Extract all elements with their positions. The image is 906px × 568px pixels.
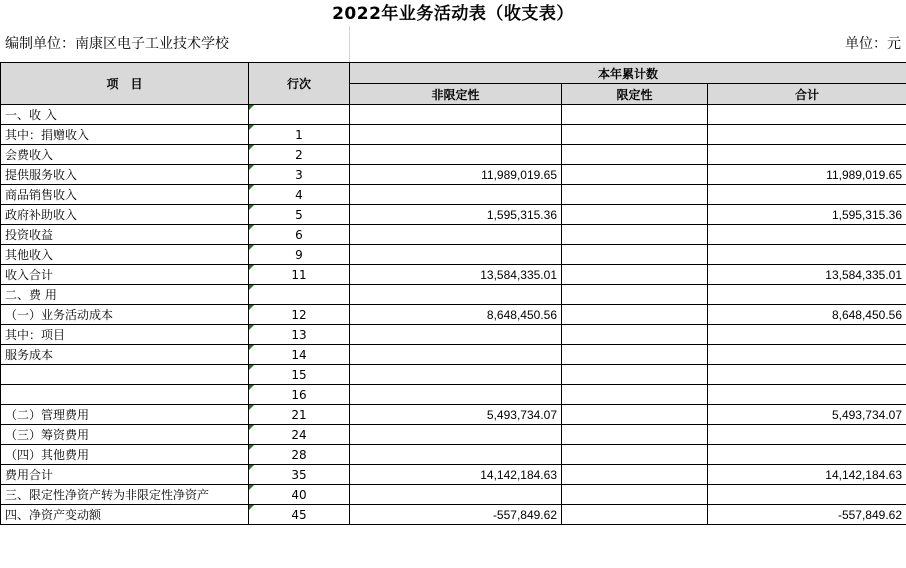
cell-indicator-icon bbox=[249, 305, 254, 310]
restricted-cell[interactable] bbox=[562, 505, 708, 525]
line-number: 45 bbox=[291, 507, 307, 522]
item-cell[interactable]: （一）业务活动成本 bbox=[1, 305, 249, 325]
line-cell[interactable] bbox=[249, 305, 350, 325]
preparing-unit: 编制单位：南康区电子工业技术学校 bbox=[5, 36, 229, 52]
restricted-cell[interactable] bbox=[562, 445, 708, 465]
table-row bbox=[1, 405, 906, 425]
table-row bbox=[1, 105, 906, 125]
line-cell[interactable] bbox=[249, 105, 350, 125]
cell-indicator-icon bbox=[249, 165, 254, 170]
table-row bbox=[1, 365, 906, 385]
item-cell[interactable] bbox=[1, 365, 249, 385]
line-cell[interactable] bbox=[249, 345, 350, 365]
total-cell[interactable] bbox=[708, 485, 906, 505]
line-number: 11 bbox=[291, 267, 307, 282]
cell-indicator-icon bbox=[249, 405, 254, 410]
line-cell[interactable] bbox=[249, 145, 350, 165]
line-number: 24 bbox=[291, 427, 307, 442]
restricted-cell[interactable] bbox=[562, 165, 708, 185]
table-row bbox=[1, 125, 906, 145]
table-row bbox=[1, 185, 906, 205]
table-row bbox=[1, 285, 906, 305]
restricted-cell[interactable] bbox=[562, 145, 708, 165]
line-number: 13 bbox=[291, 327, 307, 342]
table-row bbox=[1, 445, 906, 465]
restricted-cell[interactable] bbox=[562, 105, 708, 125]
line-cell[interactable] bbox=[249, 245, 350, 265]
total-cell[interactable] bbox=[708, 285, 906, 305]
statement-body bbox=[1, 105, 906, 525]
table-row bbox=[1, 245, 906, 265]
line-cell[interactable] bbox=[249, 485, 350, 505]
cell-indicator-icon bbox=[249, 345, 254, 350]
statement-table bbox=[0, 62, 906, 525]
item-cell[interactable]: 会费收入 bbox=[1, 145, 249, 165]
cell-indicator-icon bbox=[249, 465, 254, 470]
cell-indicator-icon bbox=[249, 385, 254, 390]
line-number: 9 bbox=[295, 247, 303, 262]
cell-indicator-icon bbox=[249, 145, 254, 150]
cell-indicator-icon bbox=[249, 125, 254, 130]
header-item[interactable]: 项 目 bbox=[1, 63, 249, 105]
line-cell[interactable] bbox=[249, 445, 350, 465]
total-cell[interactable]: -557,849.62 bbox=[708, 505, 906, 525]
cell-indicator-icon bbox=[249, 425, 254, 430]
table-row bbox=[1, 485, 906, 505]
line-cell[interactable] bbox=[249, 425, 350, 445]
cell-indicator-icon bbox=[249, 225, 254, 230]
line-cell[interactable] bbox=[249, 405, 350, 425]
header-line[interactable]: 行次 bbox=[249, 63, 350, 105]
unrestricted-cell[interactable] bbox=[350, 185, 562, 205]
item-cell[interactable] bbox=[1, 385, 249, 405]
cell-indicator-icon bbox=[249, 365, 254, 370]
cell-indicator-icon bbox=[249, 245, 254, 250]
restricted-cell[interactable] bbox=[562, 425, 708, 445]
line-number: 3 bbox=[295, 167, 303, 182]
line-cell[interactable] bbox=[249, 205, 350, 225]
line-cell[interactable] bbox=[249, 365, 350, 385]
item-cell[interactable]: 投资收益 bbox=[1, 225, 249, 245]
item-cell[interactable]: 其中：项目 bbox=[1, 325, 249, 345]
unrestricted-cell[interactable] bbox=[350, 125, 562, 145]
item-cell[interactable]: 服务成本 bbox=[1, 345, 249, 365]
table-row bbox=[1, 225, 906, 245]
item-cell[interactable]: 其他收入 bbox=[1, 245, 249, 265]
restricted-cell[interactable] bbox=[562, 285, 708, 305]
line-number: 5 bbox=[295, 207, 303, 222]
item-cell[interactable]: （二）管理费用 bbox=[1, 405, 249, 425]
unrestricted-cell[interactable] bbox=[350, 425, 562, 445]
item-cell[interactable]: 三、限定性净资产转为非限定性净资产 bbox=[1, 485, 249, 505]
table-row bbox=[1, 385, 906, 405]
unrestricted-cell[interactable] bbox=[350, 105, 562, 125]
currency-unit: 单位：元 bbox=[845, 36, 901, 52]
line-cell[interactable] bbox=[249, 465, 350, 485]
line-cell[interactable] bbox=[249, 385, 350, 405]
restricted-cell[interactable] bbox=[562, 365, 708, 385]
restricted-cell[interactable] bbox=[562, 125, 708, 145]
report-meta-row bbox=[0, 26, 906, 62]
restricted-cell[interactable] bbox=[562, 265, 708, 285]
line-number: 28 bbox=[291, 447, 307, 462]
restricted-cell[interactable] bbox=[562, 245, 708, 265]
restricted-cell[interactable] bbox=[562, 385, 708, 405]
line-number: 12 bbox=[291, 307, 307, 322]
total-cell[interactable]: 5,493,734.07 bbox=[708, 405, 906, 425]
table-row bbox=[1, 165, 906, 185]
item-cell[interactable]: 政府补助收入 bbox=[1, 205, 249, 225]
total-cell[interactable] bbox=[708, 245, 906, 265]
total-cell[interactable]: 14,142,184.63 bbox=[708, 465, 906, 485]
header-unrestricted[interactable]: 非限定性 bbox=[350, 84, 562, 105]
table-row bbox=[1, 305, 906, 325]
total-cell[interactable] bbox=[708, 185, 906, 205]
restricted-cell[interactable] bbox=[562, 205, 708, 225]
total-cell[interactable] bbox=[708, 345, 906, 365]
item-cell[interactable]: 费用合计 bbox=[1, 465, 249, 485]
header-restricted[interactable]: 限定性 bbox=[562, 84, 708, 105]
cell-indicator-icon bbox=[249, 485, 254, 490]
total-cell[interactable] bbox=[708, 225, 906, 245]
item-cell[interactable]: 一、收 入 bbox=[1, 105, 249, 125]
line-cell[interactable] bbox=[249, 285, 350, 305]
unrestricted-cell[interactable] bbox=[350, 385, 562, 405]
unrestricted-cell[interactable]: -557,849.62 bbox=[350, 505, 562, 525]
restricted-cell[interactable] bbox=[562, 345, 708, 365]
line-number: 40 bbox=[291, 487, 307, 502]
item-cell[interactable]: 收入合计 bbox=[1, 265, 249, 285]
cell-indicator-icon bbox=[249, 505, 254, 510]
cell-indicator-icon bbox=[249, 265, 254, 270]
unrestricted-cell[interactable] bbox=[350, 345, 562, 365]
line-number: 6 bbox=[295, 227, 303, 242]
cell-indicator-icon bbox=[249, 205, 254, 210]
item-cell[interactable]: （四）其他费用 bbox=[1, 445, 249, 465]
cell-indicator-icon bbox=[249, 185, 254, 190]
unrestricted-cell[interactable] bbox=[350, 285, 562, 305]
unrestricted-cell[interactable]: 11,989,019.65 bbox=[350, 165, 562, 185]
unrestricted-cell[interactable] bbox=[350, 325, 562, 345]
line-number: 2 bbox=[295, 147, 303, 162]
item-cell[interactable]: 其中：捐赠收入 bbox=[1, 125, 249, 145]
table-row bbox=[1, 205, 906, 225]
meta-divider bbox=[349, 26, 350, 62]
total-cell[interactable] bbox=[708, 385, 906, 405]
item-cell[interactable]: 商品销售收入 bbox=[1, 185, 249, 205]
total-cell[interactable] bbox=[708, 365, 906, 385]
line-number: 15 bbox=[291, 367, 307, 382]
unrestricted-cell[interactable]: 1,595,315.36 bbox=[350, 205, 562, 225]
item-cell[interactable]: （三）筹资费用 bbox=[1, 425, 249, 445]
item-cell[interactable]: 提供服务收入 bbox=[1, 165, 249, 185]
unrestricted-cell[interactable]: 5,493,734.07 bbox=[350, 405, 562, 425]
line-cell[interactable] bbox=[249, 165, 350, 185]
restricted-cell[interactable] bbox=[562, 485, 708, 505]
unrestricted-cell[interactable]: 8,648,450.56 bbox=[350, 305, 562, 325]
header-total[interactable]: 合计 bbox=[708, 84, 906, 105]
table-row bbox=[1, 465, 906, 485]
total-cell[interactable] bbox=[708, 445, 906, 465]
table-row bbox=[1, 505, 906, 525]
unrestricted-cell[interactable] bbox=[350, 485, 562, 505]
total-cell[interactable] bbox=[708, 325, 906, 345]
line-cell[interactable] bbox=[249, 325, 350, 345]
total-cell[interactable] bbox=[708, 425, 906, 445]
cell-indicator-icon bbox=[249, 325, 254, 330]
total-cell[interactable]: 11,989,019.65 bbox=[708, 165, 906, 185]
line-cell[interactable] bbox=[249, 185, 350, 205]
table-row bbox=[1, 265, 906, 285]
report-title: 2022年业务活动表（收支表） bbox=[332, 4, 574, 24]
line-number: 35 bbox=[291, 467, 307, 482]
table-row bbox=[1, 325, 906, 345]
cell-indicator-icon bbox=[249, 285, 254, 290]
total-cell[interactable]: 1,595,315.36 bbox=[708, 205, 906, 225]
header-row-1 bbox=[1, 63, 906, 84]
line-number: 14 bbox=[291, 347, 307, 362]
line-number: 21 bbox=[291, 407, 307, 422]
table-row bbox=[1, 345, 906, 365]
restricted-cell[interactable] bbox=[562, 185, 708, 205]
total-cell[interactable]: 8,648,450.56 bbox=[708, 305, 906, 325]
unrestricted-cell[interactable] bbox=[350, 145, 562, 165]
unrestricted-cell[interactable]: 14,142,184.63 bbox=[350, 465, 562, 485]
item-cell[interactable]: 四、净资产变动额 bbox=[1, 505, 249, 525]
restricted-cell[interactable] bbox=[562, 305, 708, 325]
cell-indicator-icon bbox=[249, 445, 254, 450]
line-cell[interactable] bbox=[249, 225, 350, 245]
unrestricted-cell[interactable] bbox=[350, 245, 562, 265]
restricted-cell[interactable] bbox=[562, 225, 708, 245]
unrestricted-cell[interactable] bbox=[350, 365, 562, 385]
line-cell[interactable] bbox=[249, 265, 350, 285]
line-number: 4 bbox=[295, 187, 303, 202]
total-cell[interactable]: 13,584,335.01 bbox=[708, 265, 906, 285]
line-number: 16 bbox=[291, 387, 307, 402]
unrestricted-cell[interactable] bbox=[350, 445, 562, 465]
table-row bbox=[1, 425, 906, 445]
restricted-cell[interactable] bbox=[562, 405, 708, 425]
header-current-year-group[interactable]: 本年累计数 bbox=[350, 63, 906, 84]
unrestricted-cell[interactable] bbox=[350, 225, 562, 245]
line-cell[interactable] bbox=[249, 125, 350, 145]
restricted-cell[interactable] bbox=[562, 465, 708, 485]
total-cell[interactable] bbox=[708, 105, 906, 125]
unrestricted-cell[interactable]: 13,584,335.01 bbox=[350, 265, 562, 285]
total-cell[interactable] bbox=[708, 125, 906, 145]
line-number: 1 bbox=[295, 127, 303, 142]
restricted-cell[interactable] bbox=[562, 325, 708, 345]
table-row bbox=[1, 145, 906, 165]
total-cell[interactable] bbox=[708, 145, 906, 165]
cell-indicator-icon bbox=[249, 105, 254, 110]
line-cell[interactable] bbox=[249, 505, 350, 525]
item-cell[interactable]: 二、费 用 bbox=[1, 285, 249, 305]
